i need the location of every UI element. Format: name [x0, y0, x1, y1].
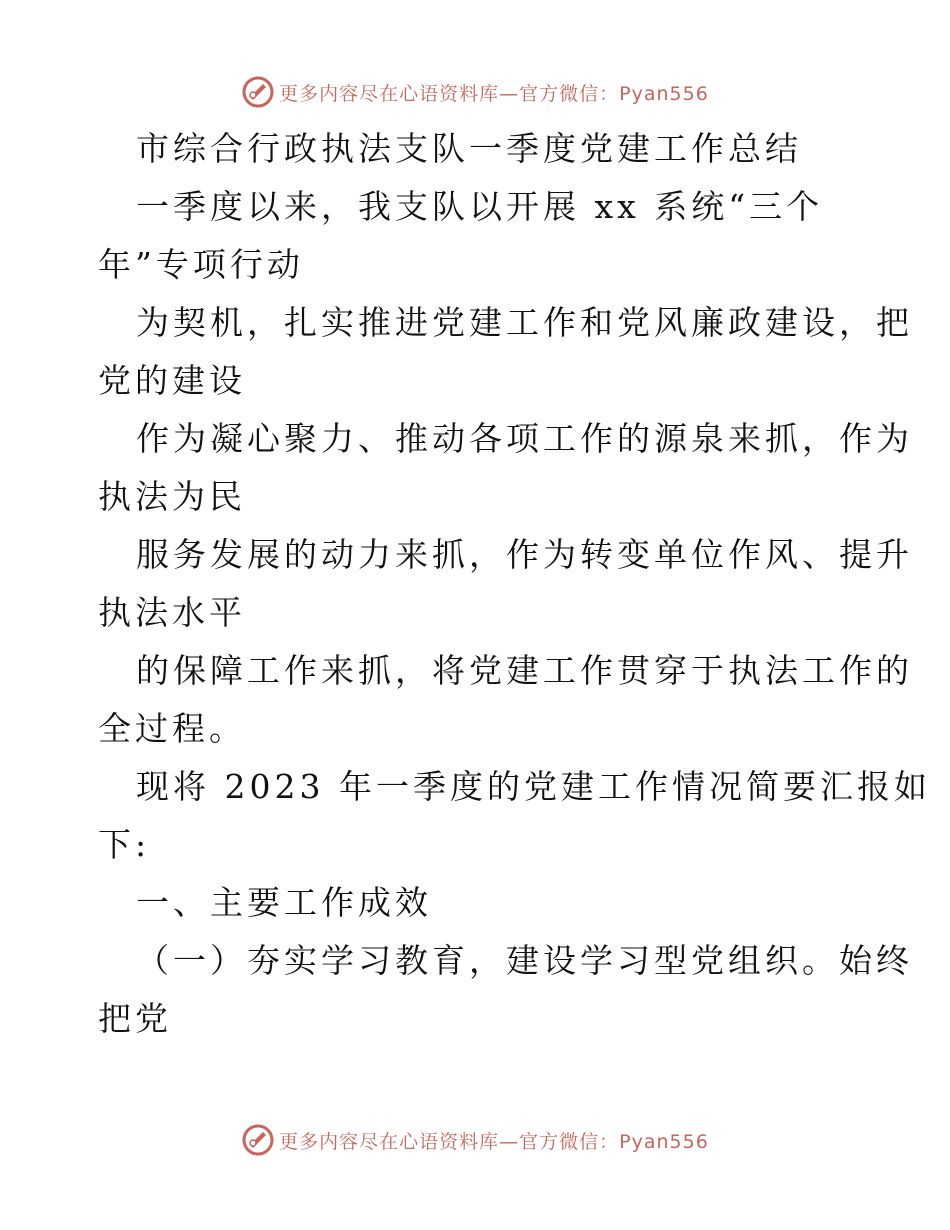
paragraph-line: 为契机，扎实推进党建工作和党风廉政建设，把 [136, 303, 913, 342]
paragraph-line: 党的建设 [98, 361, 246, 400]
paragraph-line: 年”专项行动 [98, 245, 304, 284]
header-watermark-text: 更多内容尽在心语资料库—官方微信：Pyan556 [279, 82, 709, 105]
header-watermark [0, 72, 950, 112]
paragraph-line: （一）夯实学习教育，建设学习型党组织。始终 [136, 941, 913, 980]
paragraph-line: 下: [98, 825, 151, 864]
paragraph-line: 作为凝心聚力、推动各项工作的源泉来抓，作为 [136, 419, 913, 458]
paragraph-line: 把党 [98, 999, 172, 1038]
paragraph-line: 服务发展的动力来抓，作为转变单位作风、提升 [136, 535, 913, 574]
footer-watermark [0, 1120, 950, 1160]
paragraph-line: 的保障工作来抓，将党建工作贯穿于执法工作的 [136, 651, 913, 690]
logo-seal-icon [241, 1123, 275, 1157]
paragraph-line: 执法水平 [98, 593, 246, 632]
paragraph-line: 现将 2023 年一季度的党建工作情况简要汇报如 [136, 767, 931, 806]
paragraph-line: 全过程。 [98, 709, 246, 748]
paragraph-line: 一季度以来，我支队以开展 xx 系统“三个 [136, 187, 824, 226]
section-heading: 一、主要工作成效 [136, 883, 432, 922]
logo-seal-icon [241, 75, 275, 109]
paragraph-line: 执法为民 [98, 477, 246, 516]
footer-watermark-text: 更多内容尽在心语资料库—官方微信：Pyan556 [279, 1130, 709, 1153]
document-title: 市综合行政执法支队一季度党建工作总结 [136, 129, 802, 168]
